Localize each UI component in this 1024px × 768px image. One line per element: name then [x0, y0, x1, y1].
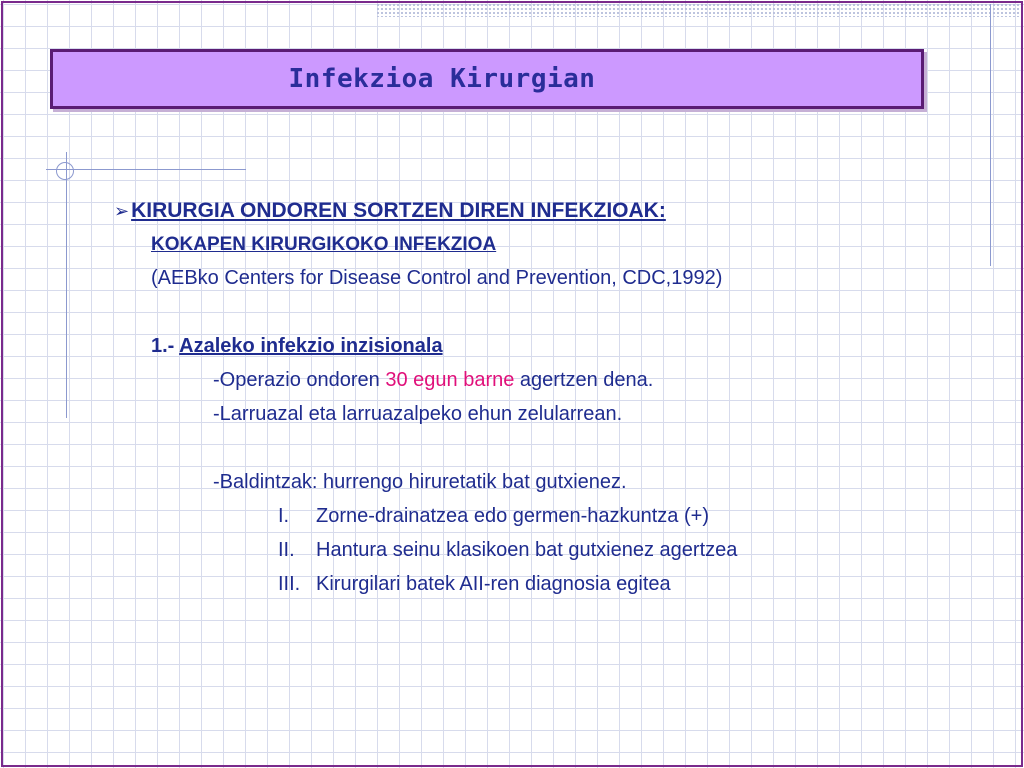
tissue-line: -Larruazal eta larruazalpeko ehun zelularrean. [213, 403, 623, 425]
item-1-number: 1.- [151, 335, 175, 357]
section-heading: KIRURGIA ONDOREN SORTZEN DIREN INFEKZIOAK: [131, 199, 666, 222]
timing-text-after: agertzen dena. [519, 369, 654, 391]
condition-numeral: II. [278, 539, 295, 561]
timing-text-before: -Operazio ondoren [213, 369, 380, 391]
condition-numeral: III. [278, 573, 301, 595]
item-1-label: Azaleko infekzio inzisionala [179, 335, 443, 357]
condition-text: Hantura seinu klasikoen bat gutxienez agertzea [316, 539, 738, 561]
operation-timing-line [213, 369, 653, 392]
condition-item [278, 505, 709, 528]
condition-item [278, 539, 737, 562]
condition-text: Kirurgilari batek AII-ren diagnosia egitea [316, 573, 671, 595]
slide-title: Infekzioa Kirurgian [288, 64, 596, 94]
section-subheading: KOKAPEN KIRURGIKOKO INFEKZIOA [151, 234, 497, 255]
condition-text: Zorne-drainatzea edo germen-hazkuntza (+) [316, 505, 709, 527]
conditions-intro: -Baldintzak: hurrengo hiruretatik bat gutxienez. [213, 471, 627, 493]
item-1-heading-line [151, 335, 443, 358]
section-heading-line [114, 199, 666, 223]
source-citation: (AEBko Centers for Disease Control and Prevention, CDC,1992) [151, 267, 723, 289]
arrow-bullet-icon: ➢ [114, 201, 130, 221]
condition-item [278, 573, 671, 596]
timing-highlight: 30 egun barne [385, 369, 515, 391]
condition-numeral: I. [278, 505, 290, 527]
